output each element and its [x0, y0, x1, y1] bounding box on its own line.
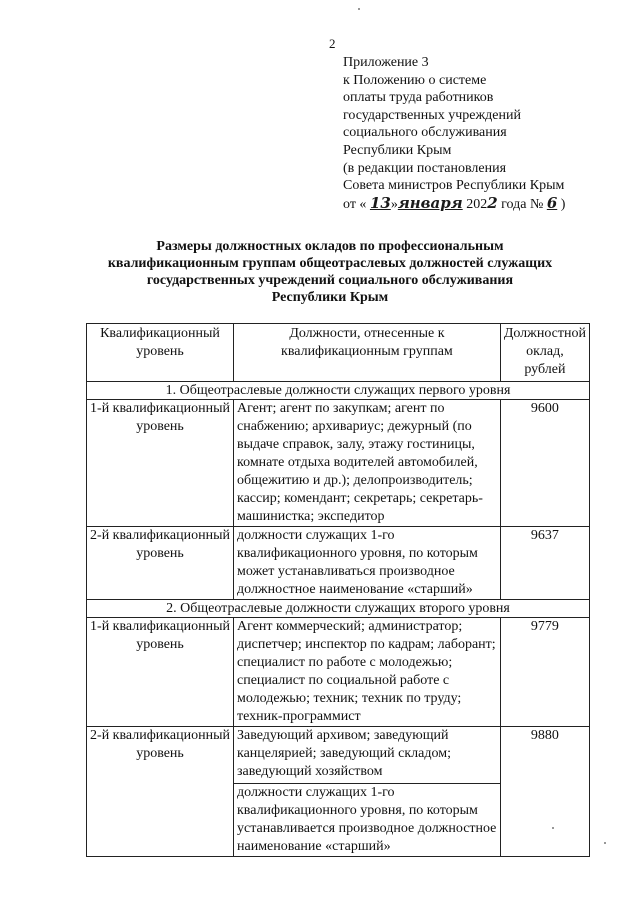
date-day-handwritten: 13	[369, 193, 391, 212]
appendix-line: (в редакции постановления	[343, 160, 507, 176]
cell-salary: 9779	[500, 618, 589, 727]
date-year-handwritten: 2	[487, 193, 498, 212]
decree-number-handwritten: 6	[546, 193, 558, 212]
scan-speck	[358, 8, 360, 10]
appendix-line: Республики Крым	[343, 142, 452, 158]
cell-positions: Агент коммерческий; администратор; диспетчер; инспектор по кадрам; лаборант; специалист по работе с молодежью; специалист по социальной работе с молодежью; техник; техник по труду; техник-программист	[234, 618, 501, 727]
date-suffix: )	[560, 196, 566, 212]
section-row	[87, 600, 590, 618]
cell-salary: 9880	[500, 727, 589, 857]
scan-speck	[552, 827, 554, 829]
scan-speck	[604, 842, 606, 844]
date-year-prefix: 202	[466, 196, 488, 212]
positions-part-2: должности служащих 1-го квалификационного уровня, по которым устанавливается производное должностное наименование «старший»	[234, 783, 500, 856]
appendix-line: государственных учреждений	[343, 107, 521, 123]
cell-level: 1-й квалификационный уровень	[87, 400, 234, 527]
document-title	[80, 238, 580, 306]
positions-part-1: Заведующий архивом; заведующий канцелярией; заведующий складом; заведующий хозяйством	[237, 728, 451, 779]
cell-level: 2-й квалификационный уровень	[87, 527, 234, 600]
date-prefix: от «	[343, 196, 367, 212]
cell-positions	[234, 727, 501, 857]
cell-salary: 9637	[500, 527, 589, 600]
cell-level: 2-й квалификационный уровень	[87, 727, 234, 857]
header-salary: Должностной оклад, рублей	[500, 324, 589, 382]
appendix-line: социального обслуживания	[343, 125, 507, 141]
header-level: Квалификационный уровень	[87, 324, 234, 382]
date-mid-2: года №	[501, 196, 544, 212]
table-row	[87, 400, 590, 527]
table-header-row	[87, 324, 590, 382]
appendix-line: оплаты труда работников	[343, 90, 494, 106]
section-row	[87, 382, 590, 400]
appendix-line: Приложение 3	[343, 55, 429, 70]
page-number: 2	[329, 36, 336, 51]
title-line: квалификационным группам общеотраслевых должностей служащих	[107, 256, 553, 271]
cell-salary: 9600	[500, 400, 589, 527]
salary-table	[86, 323, 590, 857]
cell-positions: Агент; агент по закупкам; агент по снабжению; архивариус; дежурный (по выдаче справок, залу, этажу гостиницы, комнате отдыха водителей автомобилей, общежитию и др.); делопроизводитель; кассир; комендант; секретарь; секретарь-машинистка; экспедитор	[234, 400, 501, 527]
cell-level: 1-й квалификационный уровень	[87, 618, 234, 727]
appendix-line: Совета министров Республики Крым	[343, 178, 565, 194]
date-month-handwritten: января	[397, 193, 463, 212]
appendix-date-line	[343, 195, 565, 214]
section-title: 2. Общеотраслевые должности служащих второго уровня	[87, 600, 590, 618]
cell-positions: должности служащих 1-го квалификационного уровня, по которым может устанавливаться производное должностное наименование «старший»	[234, 527, 501, 600]
title-line: Размеры должностных окладов по профессиональным	[156, 239, 504, 254]
table-row	[87, 618, 590, 727]
table-row	[87, 727, 590, 857]
appendix-line: к Положению о системе	[343, 72, 487, 88]
appendix-block	[343, 54, 565, 213]
title-line: Республики Крым	[271, 290, 389, 305]
section-title: 1. Общеотраслевые должности служащих первого уровня	[87, 382, 590, 400]
title-line: государственных учреждений социального обслуживания	[146, 273, 514, 288]
table-row	[87, 527, 590, 600]
date-mid: »	[390, 196, 398, 212]
header-positions: Должности, отнесенные к квалификационным группам	[234, 324, 501, 382]
